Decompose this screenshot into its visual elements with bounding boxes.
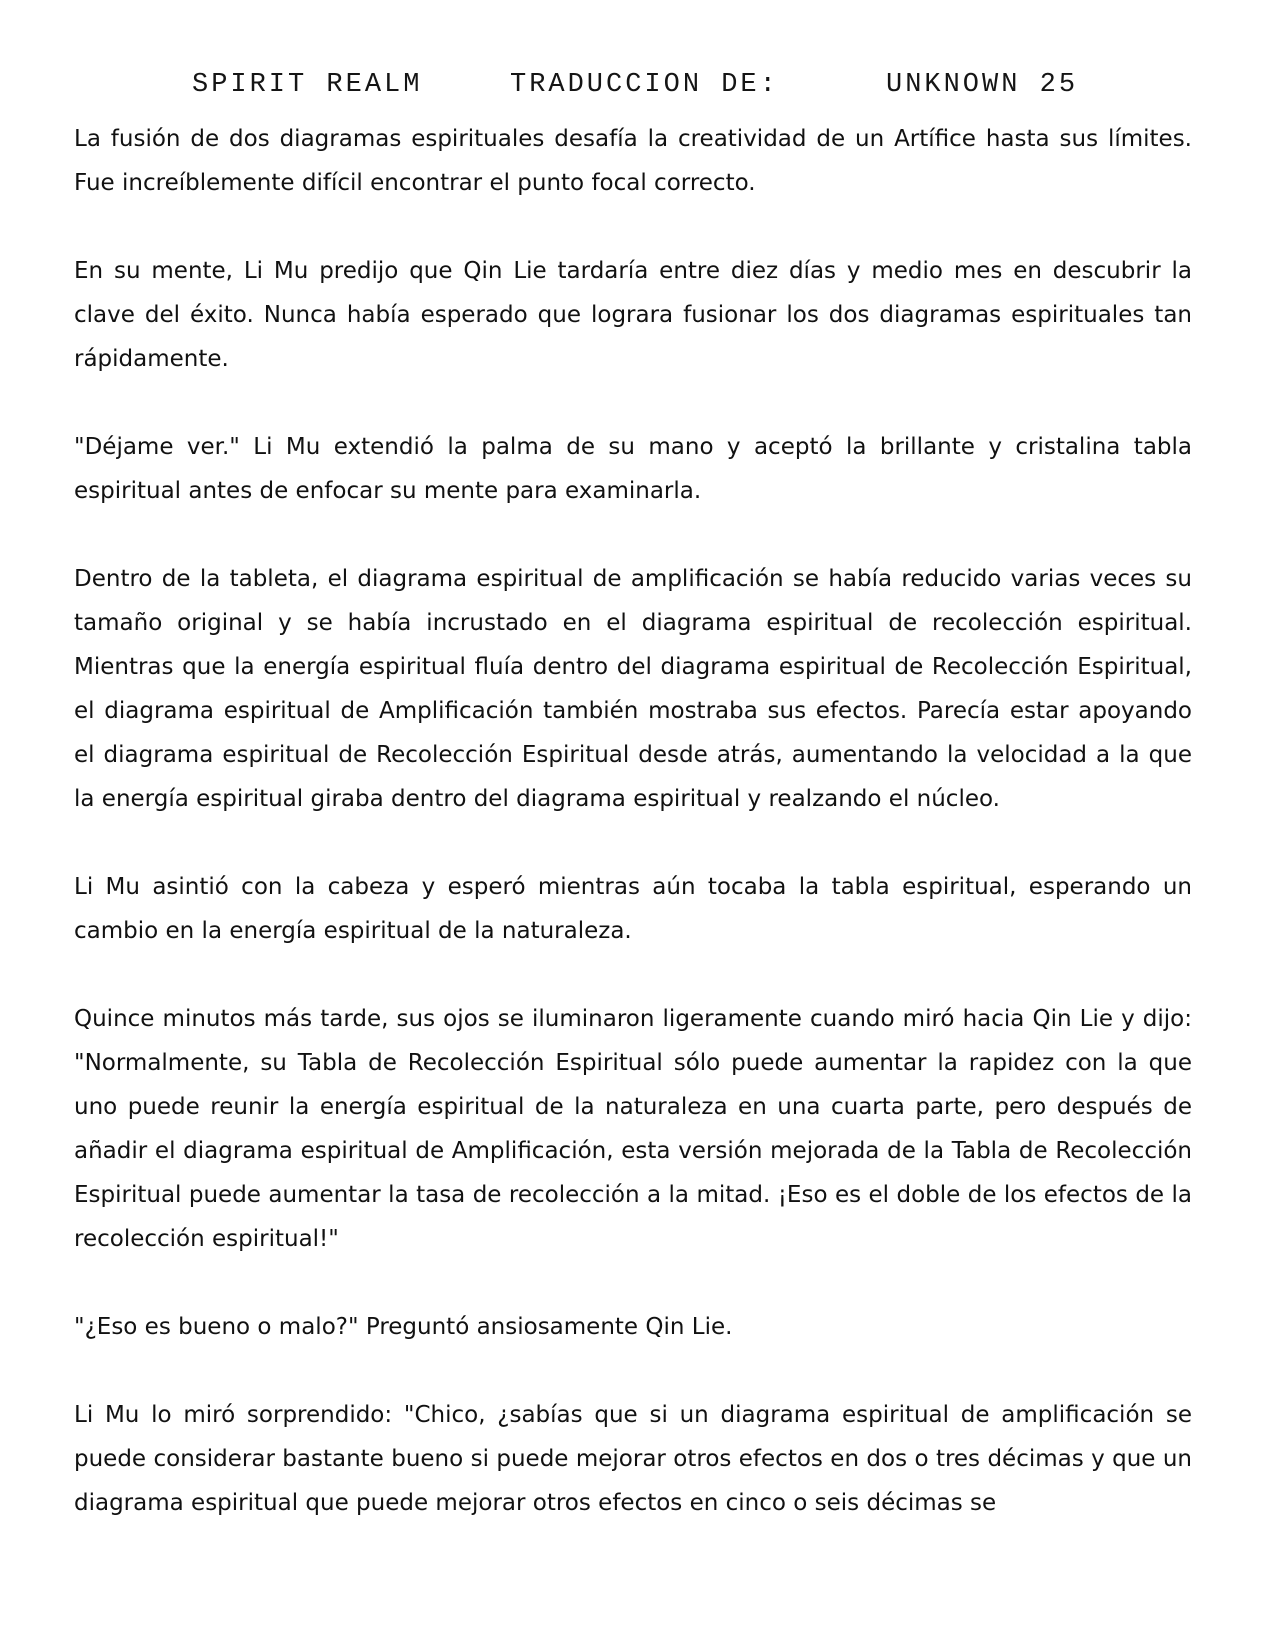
paragraph: "¿Eso es bueno o malo?" Preguntó ansiosamente Qin Lie. (74, 1314, 733, 1340)
header-translation-label: TRADUCCION DE: (510, 70, 779, 100)
body-text (74, 117, 1192, 1525)
paragraph: En su mente, Li Mu predijo que Qin Lie tardaría entre diez días y medio mes en descubrir la clave del éxito. Nunca había esperado que lograra fusionar los dos diagramas espirituales tan rápidamente. (74, 258, 1192, 372)
paragraph: "Déjame ver." Li Mu extendió la palma de su mano y aceptó la brillante y cristalina tabla espiritual antes de enfocar su mente para examinarla. (74, 434, 1192, 504)
paragraph: Dentro de la tableta, el diagrama espiritual de amplificación se había reducido varias veces su tamaño original y se había incrustado en el diagrama espiritual de recolección espiritual. Mientras que la energía espiritual fluía dentro del diagrama espiritual de Recolección Espiritual, el diagrama espiritual de Amplificación también mostraba sus efectos. Parecía estar apoyando el diagrama espiritual de Recolección Espiritual desde atrás, aumentando la velocidad a la que la energía espiritual giraba dentro del diagrama espiritual y realzando el núcleo. (74, 566, 1192, 812)
paragraph: La fusión de dos diagramas espirituales desafía la creatividad de un Artífice hasta sus límites. Fue increíblemente difícil encontrar el punto focal correcto. (74, 126, 1192, 196)
paragraph: Quince minutos más tarde, sus ojos se iluminaron ligeramente cuando miró hacia Qin Lie y dijo: "Normalmente, su Tabla de Recolección Espiritual sólo puede aumentar la rapidez con la que uno puede reunir la energía espiritual de la naturaleza en una cuarta parte, pero después de añadir el diagrama espiritual de Amplificación, esta versión mejorada de la Tabla de Recolección Espiritual puede aumentar la tasa de recolección a la mitad. ¡Eso es el doble de los efectos de la recolección espiritual!" (74, 1006, 1192, 1252)
paragraph: Li Mu lo miró sorprendido: "Chico, ¿sabías que si un diagrama espiritual de amplificación se puede considerar bastante bueno si puede mejorar otros efectos en dos o tres décimas y que un diagrama espiritual que puede mejorar otros efectos en cinco o seis décimas se (74, 1402, 1192, 1516)
header-translator: UNKNOWN 25 (886, 70, 1079, 100)
page-header (0, 70, 1275, 110)
header-title: SPIRIT REALM (192, 70, 423, 100)
paragraph: Li Mu asintió con la cabeza y esperó mientras aún tocaba la tabla espiritual, esperando un cambio en la energía espiritual de la naturaleza. (74, 874, 1192, 944)
